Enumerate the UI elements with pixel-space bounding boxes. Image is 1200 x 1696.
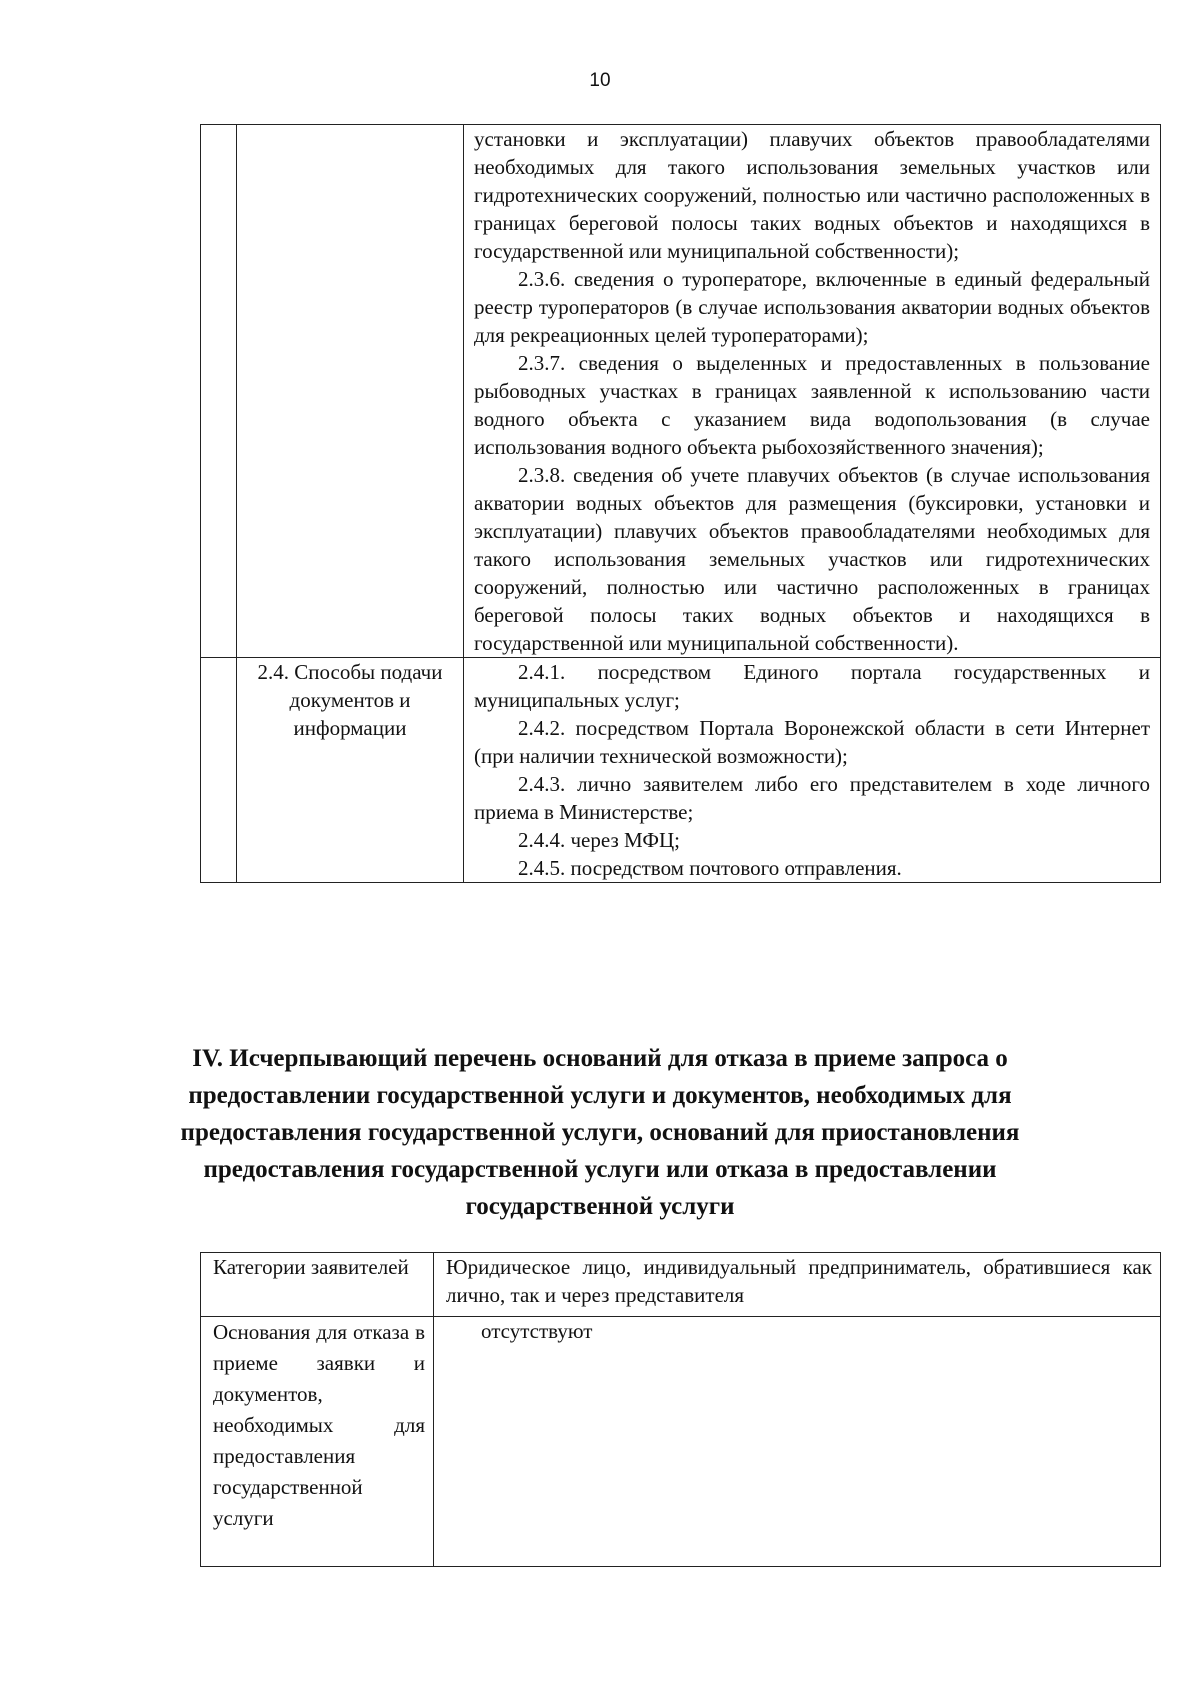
- grounds-value: отсутствуют: [481, 1319, 593, 1343]
- refusal-grounds-table: [200, 1252, 1161, 1567]
- paragraph: 2.4.3. лично заявителем либо его представителем в ходе личного приема в Министерстве;: [474, 772, 1150, 824]
- text-cell: [464, 658, 1161, 883]
- category-label-cell: [201, 1253, 434, 1317]
- paragraph: 2.4.4. через МФЦ;: [518, 828, 680, 852]
- grounds-value-cell: [434, 1317, 1161, 1567]
- paragraph: 2.3.8. сведения об учете плавучих объектов (в случае использования акватории водных объектов для размещения (буксировки, установки и эксплуатации) плавучих объектов правообладателями необходимых для такого использования земельных участков или гидротехнических сооружений, полностью или частично расположенных в границах береговой полосы таких водных объектов и находящихся в государственной или муниципальной собственности).: [474, 463, 1150, 655]
- category-value: Юридическое лицо, индивидуальный предприниматель, обратившиеся как лично, так и через представителя: [446, 1255, 1152, 1307]
- section-heading: IV. Исчерпывающий перечень оснований для отказа в приеме запроса о предоставлении государственной услуги и документов, необходимых для предоставления государственной услуги, оснований для приостановления предоставления государственной услуги или отказа в предоставлении государственной услуги: [180, 1045, 1020, 1220]
- page-number: 10: [589, 70, 611, 91]
- number-cell: [201, 658, 237, 883]
- table-row: [201, 125, 1161, 658]
- paragraph: 2.3.7. сведения о выделенных и предоставленных в пользование рыбоводных участках в границах заявленной к использованию части водного объекта с указанием вида водопользования (в случае использования водного объекта рыбохозяйственного значения);: [474, 351, 1150, 459]
- table-row: [201, 658, 1161, 883]
- paragraph: 2.4.2. посредством Портала Воронежской области в сети Интернет (при наличии технической возможности);: [474, 716, 1150, 768]
- grounds-label-cell: [201, 1317, 434, 1567]
- number-cell: [201, 125, 237, 658]
- submission-methods-label: 2.4. Способы подачи документов и информации: [257, 660, 443, 740]
- paragraph: установки и эксплуатации) плавучих объектов правообладателями необходимых для такого использования земельных участков или гидротехнических сооружений, полностью или частично расположенных в границах береговой полосы таких водных объектов и находящихся в государственной или муниципальной собственности);: [474, 127, 1150, 263]
- label-cell: [237, 658, 464, 883]
- requirements-table: [200, 124, 1161, 883]
- text-cell: [464, 125, 1161, 658]
- paragraph: 2.4.1. посредством Единого портала государственных и муниципальных услуг;: [474, 660, 1150, 712]
- table-row: [201, 1317, 1161, 1567]
- category-value-cell: [434, 1253, 1161, 1317]
- label-cell: [237, 125, 464, 658]
- paragraph: 2.3.6. сведения о туроператоре, включенные в единый федеральный реестр туроператоров (в случае использования акватории водных объектов для рекреационных целей туроператорами);: [474, 267, 1150, 347]
- table-row: [201, 1253, 1161, 1317]
- grounds-label: Основания для отказа в приеме заявки и документов, необходимых для предоставления государственной услуги: [213, 1320, 425, 1530]
- paragraph: 2.4.5. посредством почтового отправления.: [518, 856, 902, 880]
- category-label: Категории заявителей: [213, 1255, 409, 1279]
